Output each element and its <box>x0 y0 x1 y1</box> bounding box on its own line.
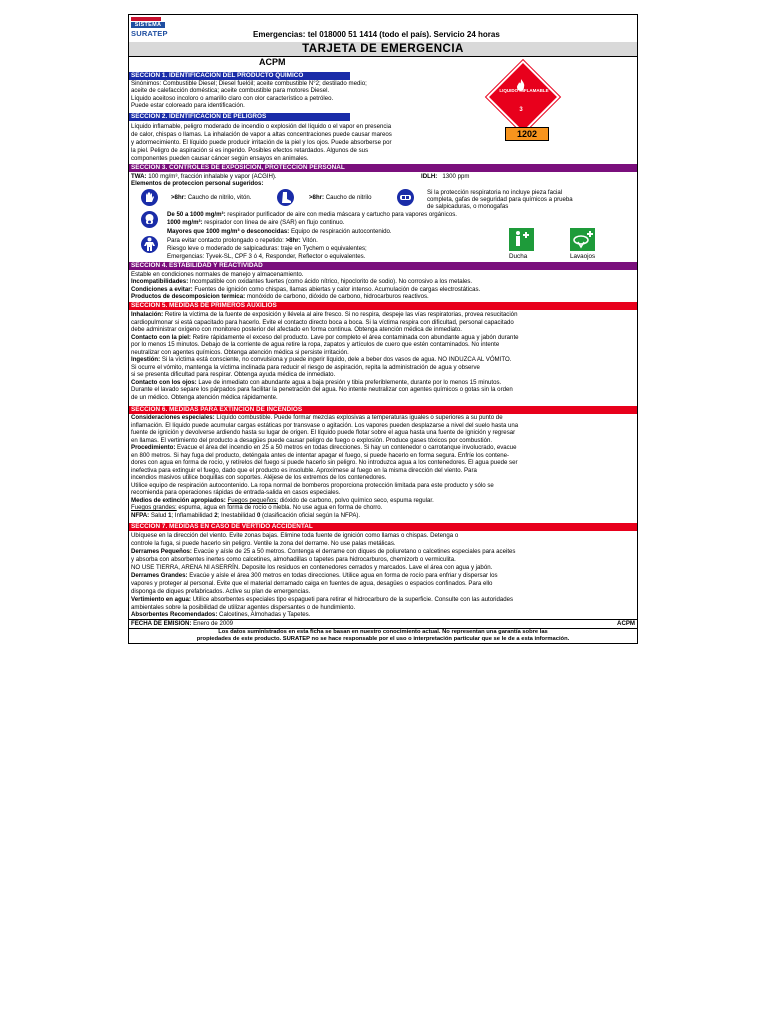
s6-nfpa <box>131 512 360 519</box>
section-4-header: SECCION 4. ESTABILIDAD Y REACTIVIDAD <box>129 262 637 270</box>
disclaimer <box>129 629 637 643</box>
s6-large-fires-label: Fuegos grandes: <box>131 504 177 511</box>
logo-bar <box>131 17 161 21</box>
hazard-label: LIQUIDO INFLAMABLE <box>499 88 549 93</box>
logo-brand: SURATEP <box>131 29 168 38</box>
section-7-header: SECCION 7. MEDIDAS EN CASO DE VERTIDO ACCIDENTAL <box>129 523 637 531</box>
s1-line-2: aceite de calefacción doméstica; aceite combustible para motores Diesel. <box>131 87 330 94</box>
s7-line-1: Ubíquese en la dirección del viento. Evite zonas bajas. Elimine toda fuente de ignición como llamas o chispas. Detenga o <box>131 532 459 539</box>
s3-goggles-1: Si la protección respiratoria no incluye pieza facial <box>427 189 563 196</box>
s5-inhalation-text: Retire la víctima de la fuente de exposición y llévela al aire fresco. Si no respira, despeje las vías respiratorias, provea resucitación <box>163 311 518 318</box>
s4-avoid-text: Fuentes de ignición como chispas, llamas abiertas y calor intenso. Acumulación de cargas electrostáticas. <box>192 286 481 293</box>
s7-large-spills-text: Evacúe y aísle el área 300 metros en todas direcciones. Utilice agua en forma de rocío para enfriar y dispersar los <box>187 572 498 579</box>
resp-1-range: De 50 a 1000 mg/m³: <box>167 211 226 218</box>
s5-line-3: debe administrar oxígeno con monitoreo posterior del afectado en forma continua. Obtenga atención médica de inmediato. <box>131 326 462 333</box>
s3-goggles-2: completa, gafas de seguridad para químicos a prueba <box>427 196 573 203</box>
s7-line-10: ambientales sobre la posibilidad de utilizar agentes dispersantes o de hundimiento. <box>131 604 356 611</box>
un-number: 1202 <box>505 127 549 141</box>
gloves-icon <box>141 189 158 206</box>
s7-small-spills-label: Derrames Pequeños: <box>131 548 192 555</box>
gloves-text: Caucho de nitrilo, vitón. <box>186 194 252 201</box>
hazard-class: 3 <box>519 107 523 113</box>
issue-label: FECHA DE EMISION: <box>131 620 192 627</box>
issue-row <box>129 619 637 629</box>
s7-line-4: y absorba con absorbentes inertes como calcetines, almohadillas o tapetes para hidrocarburos, chemizorb o vermiculita. <box>131 556 456 563</box>
s3-suit-3: Emergencias: Tyvek-SL, CPF 3 ó 4, Responder, Reflector o equivalentes. <box>167 253 366 260</box>
eyewash-label: Lavaojos <box>570 253 596 260</box>
s6-line-13 <box>131 504 382 511</box>
s7-absorbents-text: Calcetines, Almohadas y Tapetes. <box>217 611 311 618</box>
s4-line-1: Estable en condiciones normales de manejo y almacenamiento. <box>131 271 304 278</box>
nfpa-instability-label: ; Inestabilidad <box>217 512 257 519</box>
s6-small-fires-text: dióxido de carbono, polvo químico seco, espuma regular. <box>278 497 434 504</box>
s5-ingestion-text: Si la víctima está consciente, no convulsiona y puede ingerir líquido, dele a beber dos vasos de agua. NO INDUZCA AL VÓMITO. <box>160 356 512 363</box>
s7-line-9 <box>131 596 513 603</box>
resp-3-range: Mayores que 1000 mg/m³ o desconocidas: <box>167 228 290 235</box>
s5-ingestion-label: Ingestión: <box>131 356 161 363</box>
s7-water-text: Utilice absorbentes especiales tipo espagueti para retirar el hidrocarburo de la superficie. Consulte con las autoridades <box>190 596 514 603</box>
s7-line-7: vapores y proteger al personal. Evite que el material derramado caiga en fuentes de agua, desagües o espacios confinados. Para ello <box>131 580 493 587</box>
s7-line-3 <box>131 548 515 555</box>
s6-large-fires-text: espuma, agua en forma de rocío o niebla. No use agua en forma de chorro. <box>176 504 383 511</box>
nfpa-flammability-value: 2 <box>214 512 218 519</box>
s3-gloves <box>171 194 251 201</box>
s1-line-4: Puede estar coloreado para identificación. <box>131 102 245 109</box>
s3-suit-2: Riesgo leve o moderado de salpicaduras: traje en Tychem o equivalentes; <box>167 245 367 252</box>
s6-media-label: Medios de extinción apropiados: <box>131 497 226 504</box>
boots-icon <box>277 189 294 206</box>
s5-line-7 <box>131 356 511 363</box>
s6-line-5 <box>131 444 517 451</box>
s6-small-fires-label: Fuegos pequeños: <box>227 497 278 504</box>
issue-date <box>131 620 233 627</box>
s5-line-9: si se presenta dificultad para respirar. Obtenga ayuda médica de inmediato. <box>131 371 336 378</box>
s6-line-11: recomienda para operaciones rápidas de entrada-salida en casos especiales. <box>131 489 341 496</box>
disclaimer-line-1: Los datos suministrados en esta ficha se basan en nuestro conocimiento actual. No representan una garantía sobre las <box>218 629 548 635</box>
card-header <box>129 15 637 43</box>
s6-line-1 <box>131 414 503 421</box>
s1-line-1: Sinónimos: Combustible Diesel; Diesel fuelóil; aceite combustible N°2; destilado medio; <box>131 80 367 87</box>
resp-1-text: respirador purificador de aire con media máscara y cartucho para vapores orgánicos. <box>225 211 457 218</box>
s5-line-8: Si ocurre el vómito, mantenga la víctima inclinada para reducir el riesgo de aspiración, repita la administración de agua y observe <box>131 364 480 371</box>
s3-ppe-title <box>131 180 263 187</box>
s5-inhalation-label: Inhalación: <box>131 311 164 318</box>
idlh-label: IDLH: <box>421 173 438 180</box>
s2-line-2: de calor, chispas o llamas. La inhalación de vapor a altas concentraciones puede causar mareos <box>131 131 392 138</box>
s4-decomp-label: Productos de descomposicion termica: <box>131 293 246 300</box>
s6-line-10: Utilice equipo de respiración autocontenido. La ropa normal de bomberos proporciona protección limitada para este producto y sólo se <box>131 482 494 489</box>
resp-2-range: 1000 mg/m³: <box>167 219 203 226</box>
s3-idlh <box>421 173 469 180</box>
section-3-header: SECCION 3. CONTROLES DE EXPOSICION, PROTECCION PERSONAL <box>129 164 637 172</box>
s3-suit-1 <box>167 237 318 244</box>
s6-line-6: en 800 metros. Si hay fuga del producto, deténgala antes de intentar apagar el fuego, si puede hacerlo en forma segura. Enfríe los contene- <box>131 452 510 459</box>
issue-date-value: Enero de 2009 <box>191 620 234 627</box>
s3-resp-3 <box>167 228 392 235</box>
s4-incompat-label: Incompatibilidades: <box>131 278 189 285</box>
s5-line-11: Durante el lavado separe los párpados para facilitar la penetración del agua. No intente neutralizar con agentes químicos o gotas sin la orden <box>131 386 513 393</box>
boots-time: >8hr: <box>309 194 325 201</box>
goggles-icon <box>397 189 414 206</box>
respirator-icon <box>141 211 158 228</box>
ppe-title-text: Elementos de proteccion personal sugeridos: <box>131 180 264 187</box>
flammable-liquid-diamond-icon <box>486 60 560 134</box>
s6-line-9: incendios masivos utilice boquillas con soportes. Aléjese de los extremos de los contenedores. <box>131 474 387 481</box>
s7-line-11 <box>131 611 310 618</box>
resp-2-text: respirador con línea de aire (SAR) en flujo continuo. <box>202 219 345 226</box>
s7-line-8: disponga de diques prefabricados. Active su plan de emergencias. <box>131 588 311 595</box>
s5-skin-text: Retire rápidamente el exceso del producto. Lave por completo el área contaminada con abundante agua y jabón durante <box>190 334 519 341</box>
product-name: ACPM <box>259 57 286 67</box>
s6-procedure-text: Evacue el área del incendio en 25 a 50 metros en todas direcciones. Si hay un contenedor o carrotanque involucrado, evacue <box>175 444 517 451</box>
section-6-header: SECCION 6. MEDIDAS PARA EXTINCION DE INCENDIOS <box>129 406 637 414</box>
emergency-card <box>128 14 638 644</box>
suit-1-time: >8hr: <box>285 237 301 244</box>
nfpa-label: NFPA: <box>131 512 150 519</box>
s6-procedure-label: Procedimiento: <box>131 444 176 451</box>
s7-line-5: NO USE TIERRA, ARENA NI ASERRÍN. Deposite los residuos en contenedores cerrados y marcados. Lave el área con agua y jabón. <box>131 564 493 571</box>
logo-sistema: SISTEMA <box>131 22 165 28</box>
s2-line-5: componentes pueden causar cáncer según ensayos en animales. <box>131 155 309 162</box>
s2-line-3: y adormecimiento. El líquido puede producir irritación de la piel y los ojos. Puede absorberse por <box>131 139 392 146</box>
s2-line-1: Líquido inflamable, peligro moderado de incendio o explosión del líquido o el vapor en presencia <box>131 123 392 130</box>
twa-label: TWA: <box>131 173 147 180</box>
s7-water-label: Vertimiento en agua: <box>131 596 191 603</box>
s1-line-3: Líquido aceitoso incoloro o amarillo claro con olor característico a petróleo. <box>131 95 334 102</box>
s4-avoid-label: Condiciones a evitar: <box>131 286 193 293</box>
s3-resp-1 <box>167 211 457 218</box>
s5-eyes-text: Lave de inmediato con abundante agua a baja presión y tibia preferiblemente, durante por lo menos 15 minutos. <box>196 379 502 386</box>
protective-suit-icon <box>141 236 158 253</box>
s6-special-label: Consideraciones especiales: <box>131 414 215 421</box>
s7-line-2: controle la fuga, si puede hacerlo sin peligro. Ventile la zona del derrame. No use palas metálicas. <box>131 540 396 547</box>
s5-line-12: de un médico. Obtenga atención médica rápidamente. <box>131 394 278 401</box>
section-5-header: SECCION 5. MEDIDAS DE PRIMEROS AUXILIOS <box>129 302 637 310</box>
eyewash-icon <box>570 228 595 251</box>
idlh-value: 1300 ppm <box>442 173 470 180</box>
disclaimer-line-2: propiedades de este producto. SURATEP no se hace responsable por el uso o interpretación particular que se le de a esta información. <box>196 636 570 642</box>
s2-line-4: la piel. Peligro de aspiración si es ingerido. Posibles efectos retardados. Algunos de sus <box>131 147 369 154</box>
s5-eyes-label: Contacto con los ojos: <box>131 379 197 386</box>
s5-line-1 <box>131 311 517 318</box>
safety-shower-icon <box>509 228 534 251</box>
card-title: TARJETA DE EMERGENCIA <box>129 42 637 57</box>
resp-3-text: Equipo de respiración autocontenido. <box>289 228 392 235</box>
s3-boots <box>309 194 372 201</box>
nfpa-flammability-label: ; Inflamabilidad <box>171 512 215 519</box>
nfpa-instability-value: 0 <box>256 512 261 519</box>
s6-line-3: fuente de ignición y devolverse ardiendo hasta su lugar de origen. El líquido puede flotar sobre el agua hasta una fuente de ignición y regresar <box>131 429 516 436</box>
emergency-phone: Emergencias: tel 018000 51 1414 (todo el país). Servicio 24 horas <box>253 30 500 39</box>
s7-large-spills-label: Derrames Grandes: <box>131 572 188 579</box>
gloves-time: >8hr: <box>171 194 187 201</box>
s5-line-2: cardiopulmonar si está capacitado para hacerlo. Evite el contacto directo boca a boca. Si la víctima respira con dificultad, personal capacitado <box>131 319 514 326</box>
section-1-header: SECCION 1. IDENTIFICACION DEL PRODUCTO QUIMICO <box>129 72 350 80</box>
nfpa-health-label: Salud <box>149 512 169 519</box>
s5-skin-label: Contacto con la piel: <box>131 334 191 341</box>
twa-value: 100 mg/m³, fracción inhalable y vapor (ACGIH). <box>146 173 277 180</box>
s4-line-2 <box>131 278 472 285</box>
s4-line-4 <box>131 293 429 300</box>
s6-special-text: Líquido combustible. Puede formar mezclas explosivas a temperaturas iguales o superiores a su punto de <box>214 414 503 421</box>
footer-product: ACPM <box>617 620 635 627</box>
suit-1-text: Para evitar contacto prolongado o repetido: <box>167 237 286 244</box>
suit-1-material: Vitón. <box>300 237 318 244</box>
s3-resp-2 <box>167 219 345 226</box>
s6-line-8: inefectiva para extinguir el fuego, dado que el producto es insoluble. Aproxímese al fuego en la misma dirección del viento. Para <box>131 467 477 474</box>
section-2-header: SECCION 2. IDENTIFICACION DE PELIGROS <box>129 113 350 121</box>
s6-line-4: en llamas. El vertimiento del producto a desagües puede causar peligro de fuego o explosión. Produce gases tóxicos por combustión. <box>131 437 493 444</box>
s3-goggles-3: de salpicaduras, o monogafas <box>427 203 509 210</box>
nfpa-note: (clasificación oficial según la NFPA). <box>260 512 361 519</box>
s6-line-7: dores con agua en forma de rocío, y retírelos del fuego si puede hacerlo sin peligro. No introduzca agua a los contenedores. El agua puede ser <box>131 459 518 466</box>
s4-incompat-text: Incompatible con oxidantes fuertes (como ácido nítrico, hipoclorito de sodio). No corrosivo a los metales. <box>188 278 473 285</box>
s5-line-6: neutralizar con agentes químicos. Obtenga atención médica si persiste irritación. <box>131 349 349 356</box>
s6-line-2: inflamación. El líquido puede acumular cargas estáticas por transvase o agitación. Los vapores pueden desplazarse a nivel del suelo hasta una <box>131 422 519 429</box>
shower-label: Ducha <box>509 253 528 260</box>
s7-absorbents-label: Absorbentes Recomendados: <box>131 611 218 618</box>
s7-small-spills-text: Evacúe y aísle de 25 a 50 metros. Contenga el derrame con diques de poliuretano o calcetines especiales para aceites <box>191 548 516 555</box>
s5-line-5: por lo menos 15 minutos. Debajo de la corriente de agua retire la ropa, zapatos y artículos de cuero que estén contaminados. No intente <box>131 341 500 348</box>
suratep-logo <box>131 17 167 40</box>
s7-line-6 <box>131 572 498 579</box>
boots-text: Caucho de nitrilo <box>324 194 372 201</box>
nfpa-health-value: 1 <box>168 512 172 519</box>
s4-decomp-text: monóxido de carbono, dióxido de carbono, hidrocarburos reactivos. <box>245 293 429 300</box>
